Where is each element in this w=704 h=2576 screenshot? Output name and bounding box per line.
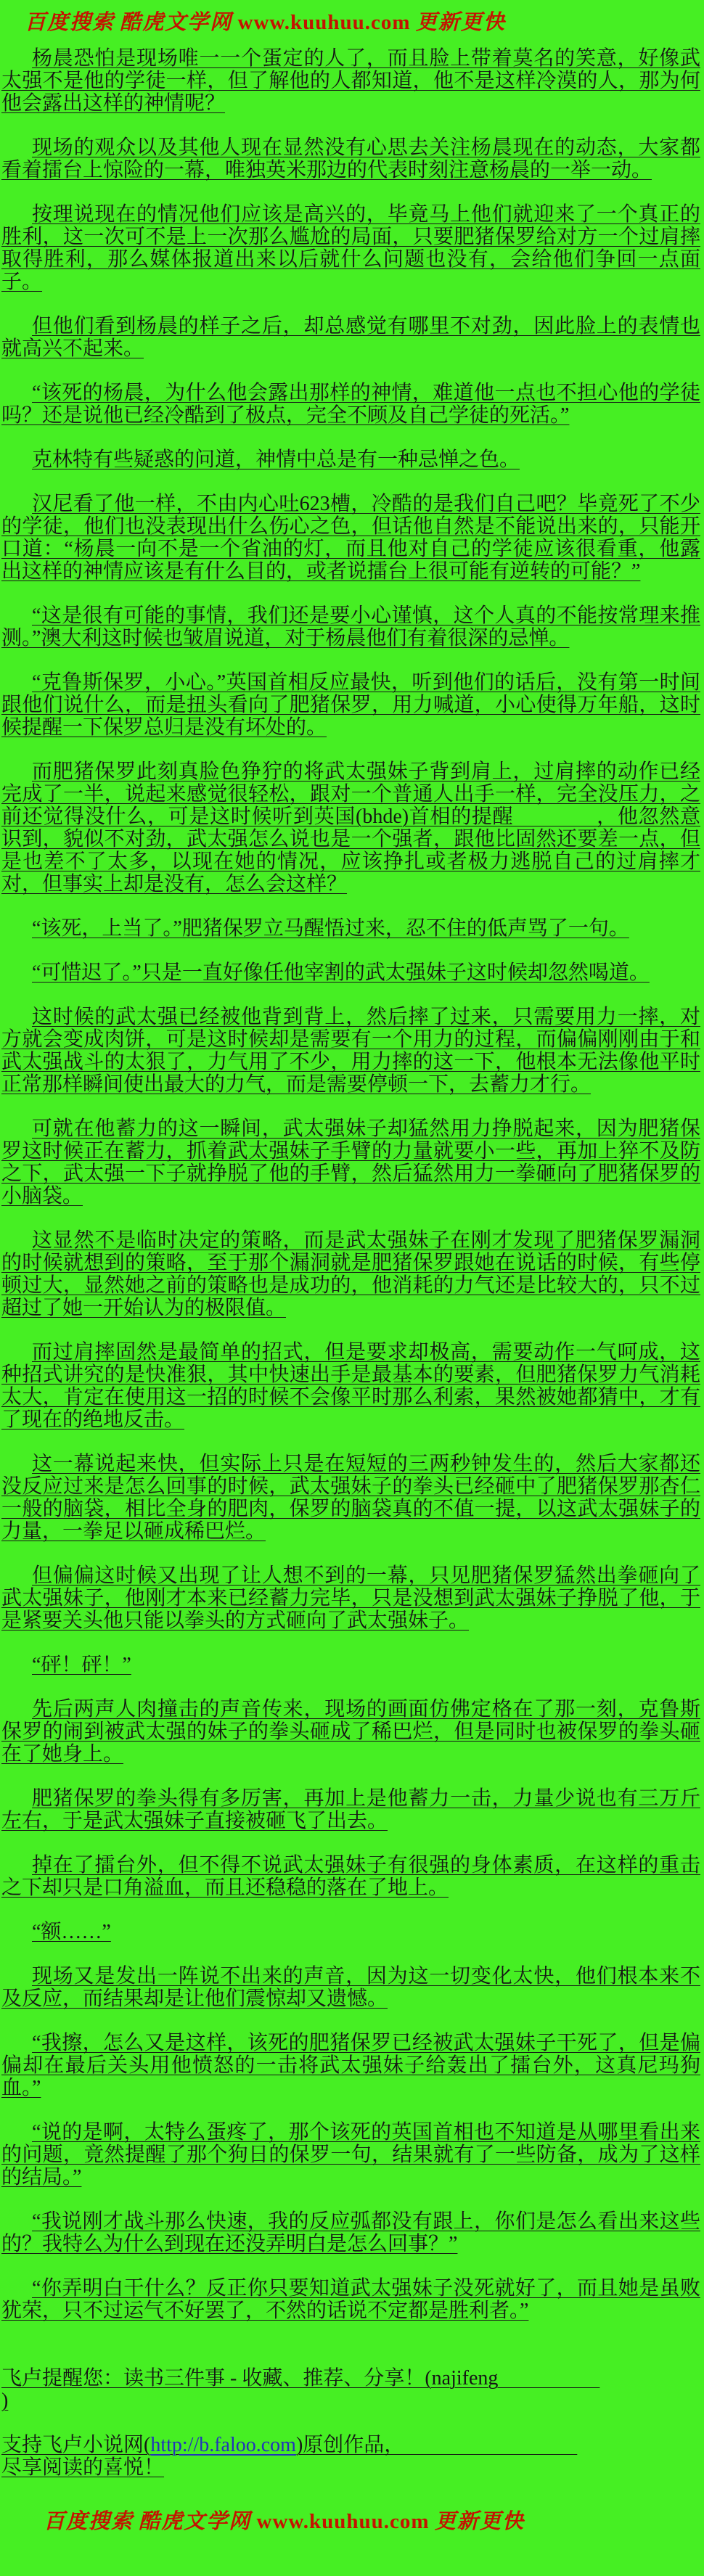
- paragraph: “可惜迟了。”只是一直好像任他宰割的武太强妹子这时候却忽然喝道。: [32, 961, 650, 984]
- paragraph: “该死，上当了。”肥猪保罗立马醒悟过来，忍不住的低声骂了一句。: [32, 917, 629, 940]
- paragraph: 现场的观众以及其他人现在显然没有心思去关注杨晨现在的动态，大家都看着擂台上惊险的一幕，唯独英米那边的代表时刻注意杨晨的一举一动。: [1, 136, 700, 181]
- paragraph: “克鲁斯保罗，小心。”英国首相反应最快，听到他们的话后，没有第一时间跟他们说什么，而是扭头看向了肥猪保罗，用力喊道，小心使得万年船，这时候提醒一下保罗总归是没有坏处的。: [1, 671, 700, 739]
- paragraph: “该死的杨晨，为什么他会露出那样的神情，难道他一点也不担心他的学徒吗？还是说他已经冷酷到了极点，完全不顾及自己学徒的死活。”: [1, 382, 700, 427]
- banner-site-url: www.kuuhuu.com: [256, 2510, 430, 2533]
- paragraph: 克林特有些疑惑的问道，神情中总是有一种忌惮之色。: [32, 448, 520, 471]
- paragraph: 肥猪保罗的拳头得有多厉害，再加上是他蓄力一击，力量少说也有三万斤左右，于是武太强妹子直接被砸飞了出去。: [1, 1787, 700, 1832]
- watermark-banner-bottom: [0, 2501, 704, 2542]
- paragraph: 先后两声人肉撞击的声音传来，现场的画面仿佛定格在了那一刻，克鲁斯保罗的闹到被武太强的妹子的拳头砸成了稀巴烂，但是同时也被保罗的拳头砸在了她身上。: [1, 1698, 700, 1765]
- paragraph: 但偏偏这时候又出现了让人想不到的一幕，只见肥猪保罗猛然出拳砸向了武太强妹子，他刚才本来已经蓄力完毕，只是没想到武太强妹子挣脱了他，于是紧要关头他只能以拳头的方式砸向了武太强妹子。: [1, 1564, 700, 1632]
- paragraph: “我擦，怎么又是这样，该死的肥猪保罗已经被武太强妹子干死了，但是偏偏却在最后关头用他愤怒的一击将武太强妹子给轰出了擂台外，这真尼玛狗血。”: [1, 2032, 700, 2099]
- paragraph: “你弄明白干什么？反正你只要知道武太强妹子没死就好了，而且她是虽败犹荣，只不过运气不好罢了，不然的话说不定都是胜利者。”: [1, 2277, 700, 2322]
- paragraph: 这显然不是临时决定的策略，而是武太强妹子在刚才发现了肥猪保罗漏洞的时候就想到的策略，至于那个漏洞就是肥猪保罗跟她在说话的时候，有些停顿过大，显然她之前的策略也是成功的，他消耗的力气还是比较大的，只不过超过了她一开始认为的极限值。: [1, 1229, 700, 1319]
- paragraph: 汉尼看了他一样，不由内心吐623槽，冷酷的是我们自己吧？毕竟死了不少的学徒，他们也没表现出什么伤心之色，但话他自然是不能说出来的，只能开口道：“杨晨一向不是一个省油的灯，而且他对自己的学徒应该很看重，他露出这样的神情应该是有什么目的，或者说擂台上很可能有逆转的可能？”: [1, 493, 700, 583]
- paragraph: “砰！砰！”: [32, 1654, 131, 1676]
- support-line-2: 尽享阅读的喜悦！: [1, 2456, 165, 2479]
- reminder-line-2: ): [1, 2390, 9, 2412]
- paragraph: 而肥猪保罗此刻真脸色狰狞的将武太强妹子背到肩上，过肩摔的动作已经完成了一半，说起来感觉很轻松，跟对一个普通人出手一样，完全没压力，之前还觉得没什么，可是这时候听到英国(bhde)首相的提醒 ，他忽然意识到，貌似不对劲，武太强怎么说也是一个强者，跟他比固然还要差一点，但是也差不了太多，以现在她的情况，应该挣扎或者极力逃脱自己的过肩摔才对，但事实上却是没有，怎么会这样？: [1, 760, 700, 895]
- banner-baidu-text: 百度搜索: [25, 11, 115, 34]
- banner-site-name: 酷虎文学网: [120, 11, 233, 34]
- banner-slogan: 更新更快: [434, 2510, 525, 2533]
- paragraph: 掉在了擂台外，但不得不说武太强妹子有很强的身体素质，在这样的重击之下却只是口角溢血，而且还稳稳的落在了地上。: [1, 1854, 700, 1899]
- paragraph: 这一幕说起来快，但实际上只是在短短的三两秒钟发生的，然后大家都还没反应过来是怎么回事的时候，武太强妹子的拳头已经砸中了肥猪保罗那杏仁一般的脑袋，相比全身的肥肉，保罗的脑袋真的不值一提，以这武太强妹子的力量，一拳足以砸成稀巴烂。: [1, 1453, 700, 1543]
- paragraph: 这时候的武太强已经被他背到背上，然后摔了过来，只需要用力一摔，对方就会变成肉饼，可是这时候却是需要有一个用力的过程，而偏偏刚刚由于和武太强战斗的太狠了，力气用了不少，用力摔的这一下，他根本无法像他平时正常那样瞬间使出最大的力气，而是需要停顿一下，去蓄力才行。: [1, 1006, 700, 1096]
- support-text-pre: 支持飞卢小说网(: [1, 2434, 151, 2456]
- support-text-post: )原创作品，: [295, 2434, 578, 2456]
- reminder-line-1: 飞卢提醒您：读书三件事 - 收藏、推荐、分享！(najifeng: [1, 2367, 600, 2390]
- banner-site-url: www.kuuhuu.com: [237, 11, 411, 34]
- chapter-text: [0, 37, 704, 2479]
- faloo-support: [1, 2434, 700, 2479]
- paragraph: “说的是啊，太特么蛋疼了，那个该死的英国首相也不知道是从哪里看出来的问题，竟然提醒了那个狗日的保罗一句，结果就有了一些防备，成为了这样的结局。”: [1, 2121, 700, 2189]
- paragraph: 但他们看到杨晨的样子之后，却总感觉有哪里不对劲，因此脸上的表情也就高兴不起来。: [1, 315, 700, 360]
- paragraph: “这是很有可能的事情，我们还是要小心谨慎，这个人真的不能按常理来推测。”澳大利这时候也皱眉说道，对于杨晨他们有着很深的忌惮。: [1, 604, 700, 649]
- banner-slogan: 更新更快: [415, 11, 506, 34]
- paragraph: “我说刚才战斗那么快速，我的反应弧都没有跟上，你们是怎么看出来这些的？我特么为什么到现在还没弄明白是怎么回事？”: [1, 2210, 700, 2255]
- paragraph: 现场又是发出一阵说不出来的声音，因为这一切变化太快，他们根本来不及反应，而结果却是让他们震惊却又遗憾。: [1, 1965, 700, 2010]
- banner-baidu-text: 百度搜索: [44, 2510, 134, 2533]
- paragraph: 而过肩摔固然是最简单的招式，但是要求却极高，需要动作一气呵成，这种招式讲究的是快准狠，其中快速出手是最基本的要素，但肥猪保罗力气消耗太大，肯定在使用这一招的时候不会像平时那么利索，果然被她都猜中，才有了现在的绝地反击。: [1, 1341, 700, 1431]
- banner-site-name: 酷虎文学网: [139, 2510, 252, 2533]
- watermark-banner-top: [0, 0, 704, 37]
- story-paragraphs: [1, 47, 700, 2322]
- paragraph: 按理说现在的情况他们应该是高兴的，毕竟马上他们就迎来了一个真正的胜利，这一次可不是上一次那么尴尬的局面，只要肥猪保罗给对方一个过肩摔取得胜利，那么媒体报道出来以后就什么问题也没有，会给他们争回一点面子。: [1, 203, 700, 293]
- faloo-reminder: [1, 2367, 700, 2412]
- paragraph: 杨晨恐怕是现场唯一一个蛋定的人了，而且脸上带着莫名的笑意，好像武太强不是他的学徒一样，但了解他的人都知道，他不是这样冷漠的人，那为何他会露出这样的神情呢？: [1, 47, 700, 115]
- faloo-link[interactable]: http://b.faloo.com: [150, 2434, 296, 2456]
- paragraph: “额……”: [32, 1921, 111, 1943]
- support-line-1: [1, 2434, 700, 2456]
- paragraph: 可就在他蓄力的这一瞬间，武太强妹子却猛然用力挣脱起来，因为肥猪保罗这时候正在蓄力，抓着武太强妹子手臂的力量就要小一些，再加上猝不及防之下，武太强一下子就挣脱了他的手臂，然后猛然用力一拳砸向了肥猪保罗的小脑袋。: [1, 1117, 700, 1207]
